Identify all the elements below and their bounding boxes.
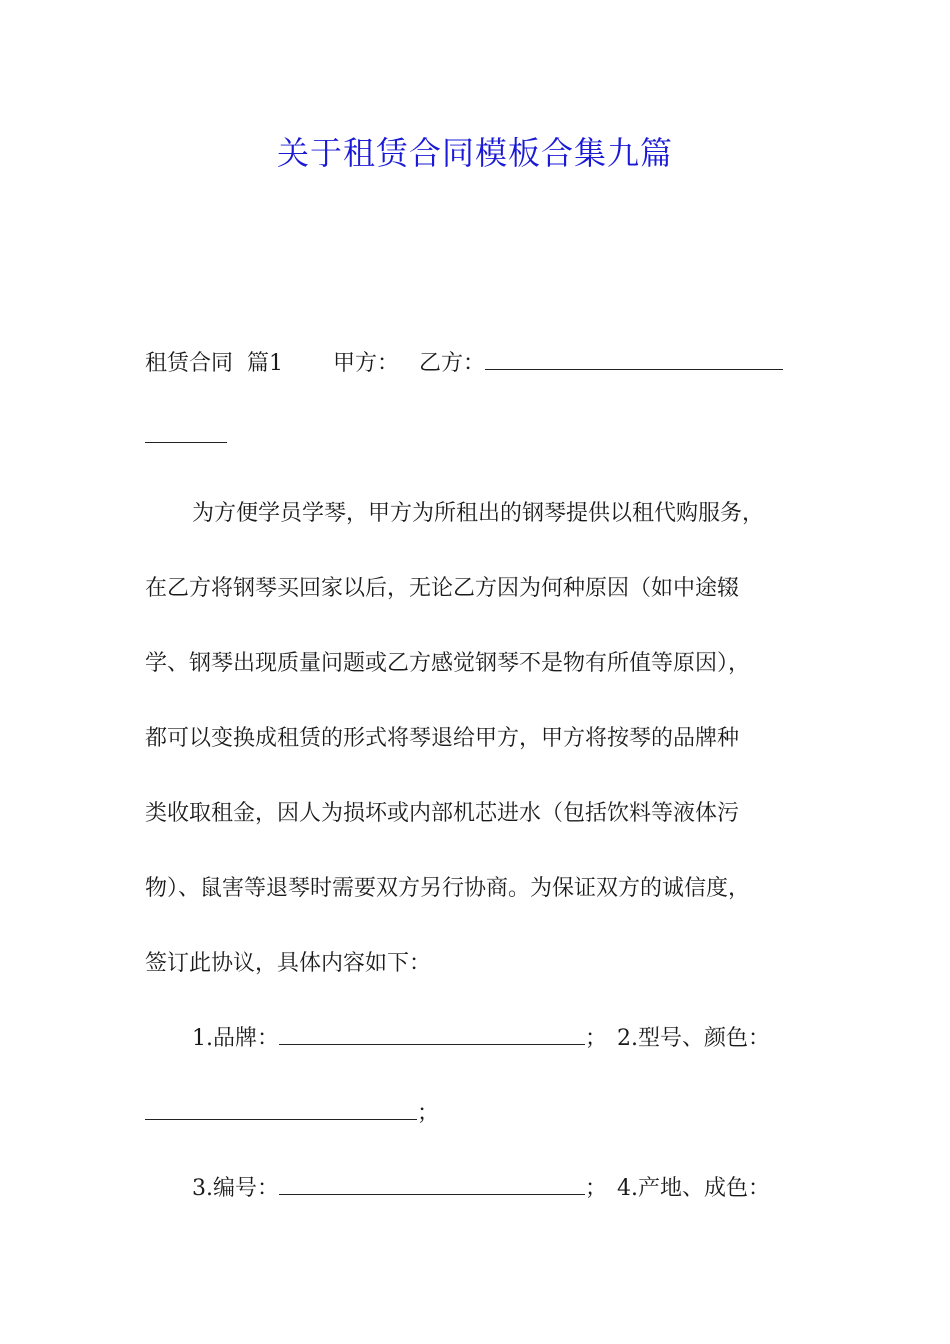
paragraph-line: 物）、鼠害等退琴时需要双方另行协商。为保证双方的诚信度， (145, 876, 751, 901)
party-a-label: 甲方： (333, 351, 400, 376)
paragraph-line: 类收取租金，因人为损坏或内部机芯进水（包括饮料等液体污 (145, 801, 740, 826)
header-line (145, 346, 783, 377)
field-row-brand-model (192, 1021, 770, 1052)
party-b-blank (485, 349, 783, 370)
field-row-serial-origin (192, 1171, 770, 1202)
paragraph-line: 为方便学员学琴，甲方为所租出的钢琴提供以租代购服务， (192, 501, 765, 526)
semicolon: ； (585, 1176, 608, 1201)
party-b-label: 乙方： (419, 351, 486, 376)
serial-label: 3.编号： (192, 1176, 279, 1201)
semicolon: ； (585, 1026, 608, 1051)
paragraph-line: 签订此协议，具体内容如下： (145, 951, 432, 976)
chapter-label: 篇1 (247, 351, 284, 376)
section-label: 租赁合同 (145, 351, 234, 376)
origin-condition-label: 4.产地、成色： (617, 1176, 771, 1201)
paragraph-line: 在乙方将钢琴买回家以后，无论乙方因为何种原因（如中途辍 (145, 576, 740, 601)
paragraph-line: 学、钢琴出现质量问题或乙方感觉钢琴不是物有所值等原因）， (145, 651, 751, 676)
model-color-label: 2.型号、颜色： (617, 1026, 771, 1051)
brand-blank (279, 1024, 585, 1045)
semicolon: ； (417, 1101, 440, 1126)
serial-blank (279, 1174, 585, 1195)
party-b-blank-continued (145, 422, 227, 443)
model-color-blank (145, 1099, 417, 1120)
field-row-model-blank (145, 1096, 439, 1127)
document-title: 关于租赁合同模板合集九篇 (276, 134, 673, 172)
header-line-continued (145, 422, 227, 449)
brand-label: 1.品牌： (192, 1026, 279, 1051)
paragraph-line: 都可以变换成租赁的形式将琴退给甲方，甲方将按琴的品牌种 (145, 726, 740, 751)
